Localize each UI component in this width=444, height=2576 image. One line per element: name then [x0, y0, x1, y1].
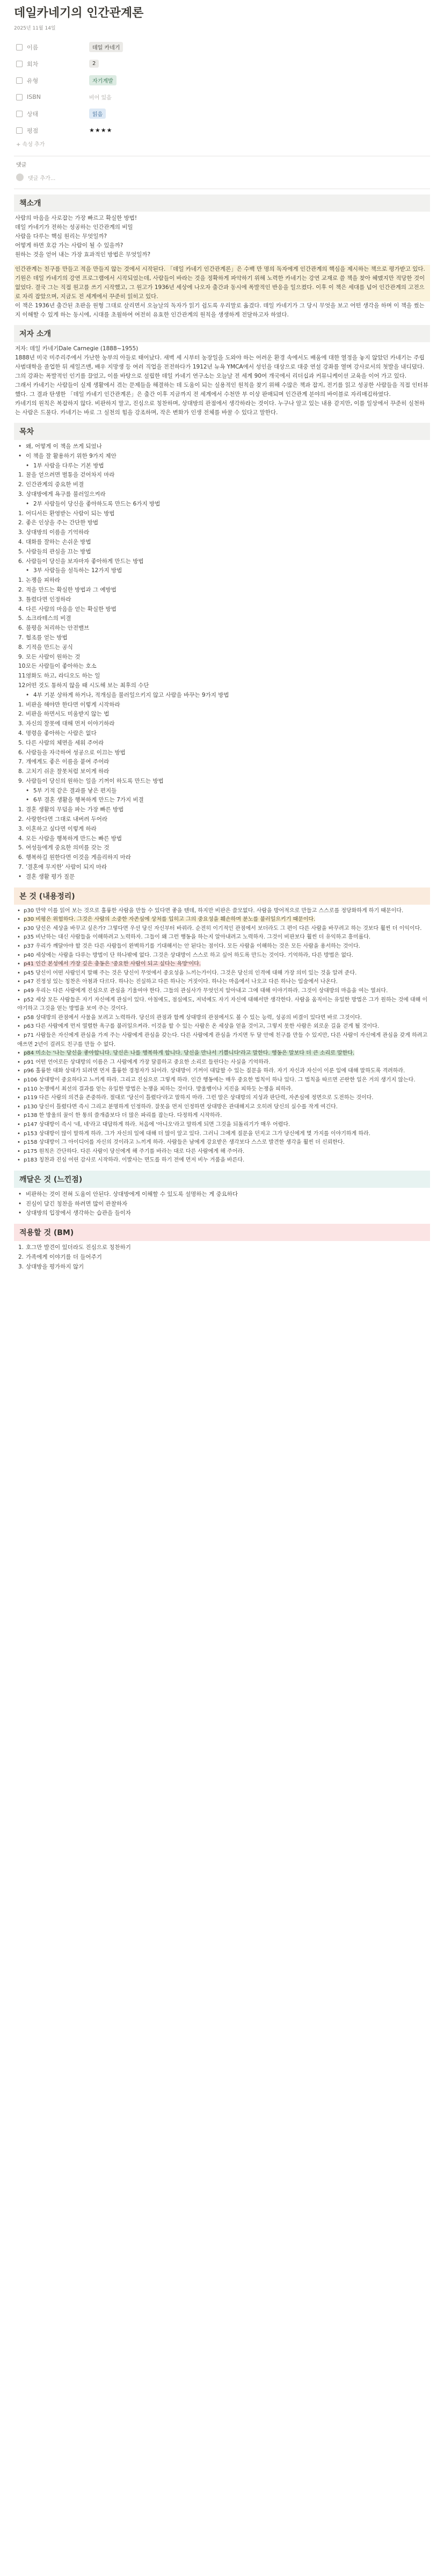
list-item: [14, 643, 430, 653]
section-heading-author: 저자 소개: [14, 325, 430, 342]
list-bullet: 8.: [18, 644, 24, 651]
list-item: [14, 834, 430, 844]
list-item: [14, 681, 430, 691]
tag-icon: [16, 77, 23, 84]
quote-item: [14, 960, 430, 969]
list-item: [14, 701, 430, 710]
property-row[interactable]: [14, 105, 430, 122]
paragraph: 이 책은 1936년 출간된 초판을 원형 그대로 살리면서 오늘날의 독자가 읽기 쉽도록 우리말로 옮겼다. 데일 카네기가 그 당시 무엇을 보고 어떤 생각을 하며 이 책을 썼는지 이해할 수 있게 하는 동시에, 시대를 초월하여 여전히 유효한 인간관계의 원칙을 생생하게 전달하고자 하였다.: [15, 302, 425, 318]
list-item: [14, 471, 430, 480]
quote-item: [14, 942, 430, 951]
quote-item: [14, 933, 430, 942]
property-label: 이름: [27, 44, 39, 51]
paragraph: 인간관계는 친구를 만들고 적을 만들지 않는 것에서 시작된다. 「데일 카네기 인간관계론」은 수백 만 명의 독자에게 인간관계의 핵심을 제시하는 책으로 평가받고 있다. 기원은 데일 카네기의 강연 프로그램에서 시작되었는데, 사람들이 바라는 것을 정확하게 파악하기 위해 노력한 카네기는 강연 교재로 쓸 책을 찾아 헤맸지만 적당한 것이 없었다. 결국 그는 직접 원고를 쓰기 시작했고, 그 원고가 1936년 세상에 나오자 출간과 동시에 폭발적인 반응을 일으켰다. 이후 이 책은 세대를 넘어 인간관계의 고전으로 자리 잡았으며, 지금도 전 세계에서 꾸준히 읽히고 있다.: [14, 265, 430, 301]
quotes-list: [14, 907, 430, 1165]
list-text: 사람들이 당신을 보자마자 좋아하게 만드는 방법: [26, 558, 144, 565]
list-text: 진심이 담긴 칭찬을 하려면 많이 관찰하자: [26, 1200, 128, 1207]
list-text: 대화를 잘하는 손쉬운 방법: [26, 538, 91, 545]
property-value[interactable]: 자기계발: [89, 75, 117, 85]
quote-bullet: •: [17, 1103, 20, 1110]
property-value[interactable]: 비어 있음: [89, 95, 112, 101]
status-icon: [16, 111, 23, 117]
quote-item: [14, 1022, 430, 1031]
author-body: [14, 344, 430, 417]
section-heading-intro: 책소개: [14, 194, 430, 212]
list-text: 사람들의 관심을 끄는 방법: [26, 548, 91, 555]
paragraph: 카네기의 원칙은 복잡하지 않다. 비판하지 말고, 진심으로 칭찬하며, 상대방의 관점에서 생각하라는 것이다. 누구나 알고 있는 내용 같지만, 이를 일상에서 꾸준히 실천하는 사람은 드물다. 카네기는 바로 그 실천의 힘을 강조하며, 작은 변화가 인생 전체를 바꿀 수 있다고 말한다.: [15, 400, 425, 416]
list-bullet: •: [18, 452, 22, 459]
quote-item: [14, 978, 430, 987]
list-bullet: 1.: [18, 577, 24, 584]
list-bullet: 5.: [18, 739, 24, 746]
list-text: 사랑한다면 그대로 내버려 두어라: [26, 816, 108, 823]
list-text: 이 책을 잘 활용하기 위한 9가지 제안: [26, 452, 117, 459]
list-bullet: •: [18, 1210, 22, 1217]
quote-item: [14, 1130, 430, 1139]
list-bullet: •: [26, 797, 30, 804]
list-text: 상대방의 입장에서 생각하는 습관을 들이자: [26, 1210, 131, 1217]
toc-list: [14, 442, 430, 882]
list-text: 5부 기적 같은 결과를 낳은 편지들: [33, 787, 117, 794]
list-bullet: •: [18, 1200, 22, 1207]
property-label: 평점: [27, 127, 39, 134]
quote-item: [14, 987, 430, 996]
list-bullet: 1.: [18, 472, 24, 479]
list-item: [14, 547, 430, 557]
list-item: [14, 528, 430, 538]
quote-text: p40 세상에는 사람을 다루는 방법이 단 하나밖에 없다. 그것은 상대방이 스스로 하고 싶어 하도록 만드는 것이다. 기억하라, 다른 방법은 없다.: [24, 952, 353, 958]
section-heading-quotes: 본 것 (내용정리): [14, 887, 430, 905]
list-bullet: 1.: [18, 510, 24, 517]
property-row[interactable]: [14, 72, 430, 89]
list-text: 좋은 인상을 주는 간단한 방법: [26, 519, 99, 526]
list-text: 가족에게 이야기를 더 들어주기: [26, 1254, 102, 1261]
list-text: 호그만 발견이 있더라도 진심으로 칭찬하기: [26, 1244, 131, 1251]
list-item: [14, 805, 430, 815]
quote-text: p45 당신이 어떤 사람인지 말해 주는 것은 당신이 무엇에서 중요성을 느끼는가이다. 그것은 당신의 인격에 대해 가장 의미 있는 것을 알려 준다.: [24, 970, 357, 976]
paragraph: 저자: 데일 카네기Dale Carnegie (1888~1955): [15, 345, 139, 352]
list-bullet: 4.: [18, 538, 24, 545]
paragraph: 사람을 다루는 핵심 원리는 무엇일까?: [15, 233, 107, 240]
list-item: [14, 595, 430, 605]
quote-text: p183 칭찬과 진심 어린 감사로 시작하라. 이발사는 면도를 하기 전에 먼저 비누 거품을 바른다.: [24, 1157, 245, 1164]
list-bullet: 3.: [18, 825, 24, 832]
list-bullet: 6.: [18, 854, 24, 861]
list-bullet: 9.: [18, 777, 24, 784]
intro-body: [14, 214, 430, 320]
list-bullet: 2.: [18, 1254, 24, 1261]
list-text: 모든 사람을 행복하게 만드는 빠른 방법: [26, 835, 122, 842]
list-item: [14, 815, 430, 825]
list-bullet: •: [26, 500, 30, 507]
list-bullet: 5.: [18, 845, 24, 852]
apply-list: [14, 1243, 430, 1272]
list-bullet: 3.: [18, 596, 24, 603]
add-property-button[interactable]: + 속성 추가: [16, 142, 45, 148]
list-item: [14, 1209, 430, 1218]
quote-text: p106 상대방이 중요하다고 느끼게 하라. 그리고 진심으로 그렇게 하라. 인간 행동에는 매우 중요한 법칙이 하나 있다. 그 법칙을 따르면 곤란한 일은 거의 생기지 않는다.: [24, 1077, 416, 1083]
list-bullet: 3.: [18, 529, 24, 536]
person-icon: [16, 44, 23, 50]
list-text: 불평을 처리하는 안전밸브: [26, 625, 90, 632]
quote-text: p96 훌륭한 대화 상대가 되려면 먼저 훌륭한 경청자가 되어라. 상대방이 기꺼이 대답할 수 있는 질문을 하라. 자기 자신과 자신이 이룬 일에 대해 말하도록 격려하라.: [24, 1068, 405, 1074]
quote-item: [14, 996, 430, 1014]
property-name: [14, 76, 89, 85]
quote-bullet: •: [17, 1059, 20, 1065]
quote-text: p175 원칙은 간단하다. 다른 사람이 당신에게 해 주기를 바라는 대로 다른 사람에게 해 주어라.: [24, 1148, 245, 1154]
list-item: [14, 1200, 430, 1209]
list-bullet: 1.: [18, 701, 24, 708]
list-bullet: •: [26, 462, 30, 469]
quote-item: [14, 1121, 430, 1130]
quote-bullet: •: [17, 925, 20, 932]
properties-panel: [14, 39, 430, 139]
quote-item: [14, 1085, 430, 1094]
quote-bullet: •: [17, 917, 20, 923]
list-text: 고치기 쉬운 잘못처럼 보이게 하라: [26, 768, 110, 775]
property-row[interactable]: [14, 122, 430, 139]
quote-bullet: •: [17, 1095, 20, 1101]
section-heading-learned: 깨달은 것 (느낀점): [14, 1171, 430, 1188]
list-item: [14, 633, 430, 643]
list-item: [14, 605, 430, 615]
quote-item: [14, 1112, 430, 1121]
property-label: 상태: [27, 110, 39, 118]
list-item: [14, 614, 430, 624]
list-item: [14, 500, 430, 509]
quote-text: p30 만약 이를 읽어 보는 것으로 훌륭한 사람을 만들 수 있다면 좋을 텐데, 하지만 비판은 쓸모없다. 사람을 방어적으로 만들고 스스로를 정당화하게 하기 때문이다.: [24, 907, 404, 914]
list-text: 3부 사람들을 설득하는 12가지 방법: [33, 567, 122, 574]
quote-text: p49 우리는 다른 사람에게 진심으로 관심을 기울여야 한다. 그들의 관심사가 무엇인지 알아내고 그에 대해 이야기하라. 그것이 상대방의 마음을 여는 열쇠다.: [24, 988, 388, 994]
quote-text: p158 상대방이 그 아이디어를 자신의 것이라고 느끼게 하라. 사람들은 남에게 강요받은 생각보다 스스로 발견한 생각을 훨씬 더 신뢰한다.: [24, 1139, 345, 1146]
list-item: [14, 672, 430, 681]
list-bullet: 3.: [18, 490, 24, 497]
list-bullet: 6.: [18, 625, 24, 632]
list-text: 다른 사람의 체면을 세워 주어라: [26, 739, 104, 746]
quote-text: p91 어떤 언어로든 상대방의 이름은 그 사람에게 가장 달콤하고 중요한 소리로 들린다는 사실을 기억하라.: [24, 1059, 271, 1065]
comments-label: 댓글: [16, 162, 27, 168]
property-row[interactable]: [14, 89, 430, 105]
list-text: 모든 사람들이 좋아하는 호소: [26, 663, 97, 670]
list-bullet: 5.: [18, 615, 24, 622]
list-text: 모든 사람이 원하는 것: [26, 653, 81, 660]
list-item: [14, 509, 430, 519]
list-bullet: 1.: [18, 1244, 24, 1251]
paragraph: 사람의 마음을 사로잡는 가장 빠르고 확실한 방법!: [15, 215, 137, 221]
page: [0, 0, 444, 1272]
quote-bullet: •: [17, 997, 20, 1003]
quote-bullet: •: [17, 979, 20, 985]
list-text: 인간관계의 중요한 비결: [26, 481, 84, 488]
list-item: [14, 691, 430, 701]
quote-bullet: •: [17, 1050, 20, 1057]
list-bullet: 1.: [18, 806, 24, 813]
quote-item: [14, 1067, 430, 1076]
property-row[interactable]: [14, 39, 430, 55]
list-item: [14, 586, 430, 595]
list-bullet: 6.: [18, 749, 24, 756]
list-text: 논쟁을 피하라: [26, 577, 61, 584]
list-item: [14, 719, 430, 729]
quote-bullet: •: [17, 934, 20, 941]
list-item: [14, 757, 430, 767]
list-bullet: 2.: [18, 816, 24, 823]
quote-item: [14, 1156, 430, 1165]
list-bullet: 5.: [18, 548, 24, 555]
property-value[interactable]: ★★★★: [89, 127, 113, 134]
list-text: 명령을 좋아하는 사람은 없다: [26, 730, 97, 737]
list-item: [14, 710, 430, 719]
list-bullet: 11.: [18, 673, 27, 680]
list-item: [14, 442, 430, 452]
list-item: [14, 1262, 430, 1272]
list-bullet: 3.: [18, 720, 24, 727]
property-value[interactable]: 읽음: [89, 109, 106, 119]
quote-text: p35 비난하는 대신 사람들을 이해하려고 노력하자. 그들이 왜 그런 행동을 하는지 알아내려고 노력하자. 그것이 비판보다 훨씬 더 유익하고 흥미롭다.: [24, 934, 371, 941]
list-text: 기적을 만드는 공식: [26, 644, 73, 651]
quote-text: p52 세상 모든 사람들은 자기 자신에게 관심이 있다. 아침에도, 점심에도, 저녁에도 자기 자신에 대해서만 생각한다. 사람을 움직이는 유일한 방법은 그가 원하는 것에 대해 이야기하고 그것을 얻는 방법을 보여 주는 것이다.: [17, 997, 428, 1012]
list-item: [14, 662, 430, 672]
star-icon: [16, 127, 23, 134]
quote-bullet: •: [17, 1014, 20, 1021]
quote-text: p130 당신이 틀렸다면 즉시 그리고 분명하게 인정하라. 잘못을 먼저 인정하면 상대방은 관대해지고 오히려 당신의 실수를 작게 여긴다.: [24, 1103, 338, 1110]
list-text: 소크라테스의 비결: [26, 615, 71, 622]
quote-item: [14, 915, 430, 925]
quote-bullet: •: [17, 1113, 20, 1119]
list-item: [14, 748, 430, 758]
list-text: 왜, 어떻게 이 책을 쓰게 되었나: [26, 443, 102, 450]
quote-text: p110 논쟁에서 최선의 결과를 얻는 유일한 방법은 논쟁을 피하는 것이다. 방울뱀이나 지진을 피하듯 논쟁을 피하라.: [24, 1086, 293, 1092]
quote-item: [14, 1103, 430, 1112]
list-bullet: 12.: [18, 682, 27, 689]
list-item: [14, 729, 430, 739]
list-item: [14, 557, 430, 567]
property-name: [14, 93, 89, 100]
list-item: [14, 624, 430, 633]
quote-text: p37 우리가 깨달아야 할 것은 다른 사람들이 완벽하기를 기대해서는 안 된다는 점이다. 모든 사람을 이해하는 것은 모든 사람을 용서하는 것이다.: [24, 943, 360, 950]
list-text: 다른 사람의 마음을 얻는 확실한 방법: [26, 605, 117, 612]
list-item: [14, 872, 430, 882]
quote-item: [14, 925, 430, 934]
quote-item: [14, 907, 430, 916]
paragraph: 1888년 미국 미주리주에서 가난한 농부의 아들로 태어났다. 새벽 세 시부터 농장일을 도와야 하는 어려운 환경 속에서도 배움에 대한 열정을 놓지 않았던 카네기는 주립 사범대학을 졸업한 뒤 세일즈맨, 배우 지망생 등 여러 직업을 전전하다가 1912년 뉴욕 YMCA에서 성인을 대상으로 대중 연설 강좌를 열며 강사로서의 첫발을 내디뎠다. 그의 강좌는 폭발적인 인기를 끌었고, 이를 바탕으로 설립한 데일 카네기 연구소는 오늘날 전 세계 90여 개국에서 리더십과 커뮤니케이션 교육을 이어 가고 있다.: [15, 355, 425, 379]
list-item: [14, 1190, 430, 1200]
list-bullet: 7.: [18, 864, 24, 871]
list-text: 적을 만드는 확실한 방법과 그 예방법: [26, 586, 117, 593]
list-bullet: 2.: [18, 481, 24, 488]
quote-item: [14, 1058, 430, 1067]
list-item: [14, 461, 430, 471]
property-row[interactable]: [14, 55, 430, 72]
quote-text: p58 상대방의 관점에서 사물을 보려고 노력하라. 당신의 관점과 함께 상대방의 관점에서도 볼 수 있는 능력, 성공의 비결이 있다면 바로 그것이다.: [24, 1014, 362, 1021]
quote-text: p41 인간 본성에서 가장 깊은 충동은 '중요한 사람이 되고 싶다는 욕망'이다.: [24, 961, 201, 968]
list-item: [14, 576, 430, 586]
list-bullet: 7.: [18, 759, 24, 766]
list-bullet: •: [18, 443, 22, 450]
list-text: 꿀을 얻으려면 벌통을 걷어차지 마라: [26, 472, 115, 479]
list-bullet: 4.: [18, 835, 24, 842]
quote-item: [14, 1049, 430, 1058]
list-bullet: 2.: [18, 711, 24, 718]
list-item: [14, 796, 430, 805]
list-text: 이혼하고 싶다면 이렇게 하라: [26, 825, 97, 832]
quote-text: p138 한 방울의 꿀이 한 통의 쓸개즙보다 더 많은 파리를 잡는다. 다정하게 시작하라.: [24, 1113, 222, 1119]
quote-bullet: •: [17, 1121, 20, 1128]
list-item: [14, 863, 430, 872]
quote-bullet: •: [17, 1157, 20, 1164]
list-item: [14, 1243, 430, 1253]
section-heading-toc: 목차: [14, 423, 430, 440]
quote-bullet: •: [17, 952, 20, 958]
list-text: 사람들을 자극하여 성공으로 이끄는 방법: [26, 749, 126, 756]
quote-item: [14, 1014, 430, 1023]
quote-item: [14, 1148, 430, 1157]
comment-input[interactable]: [14, 170, 430, 184]
list-bullet: 9.: [18, 653, 24, 660]
section-heading-apply: 적용할 것 (BM): [14, 1224, 430, 1241]
property-value[interactable]: 데일 카네기: [89, 42, 123, 52]
quote-bullet: •: [17, 1130, 20, 1137]
paragraph: 데일 카네기가 전하는 성공하는 인간관계의 비밀: [15, 224, 133, 230]
list-text: 비판을 해야만 한다면 이렇게 시작하라: [26, 701, 120, 708]
list-text: 결혼 생활의 무덤을 파는 가장 빠른 방법: [26, 806, 124, 813]
quote-bullet: •: [17, 907, 20, 914]
quote-item: [14, 1031, 430, 1049]
list-item: [14, 777, 430, 786]
list-item: [14, 786, 430, 796]
quote-text: p30 비평은 위험하다. 그것은 사람의 소중한 자존심에 상처를 입히고 그의 중요성을 훼손하며 분노를 불러일으키기 때문이다.: [24, 917, 316, 923]
list-text: 4부 기분 상하게 하거나, 적개심을 불러일으키지 않고 사람을 바꾸는 9가지 방법: [33, 691, 229, 698]
quote-text: p63 다른 사람에게 먼저 열렬한 욕구를 불러일으켜라. 이것을 할 수 있는 사람은 온 세상을 얻을 것이고, 그렇지 못한 사람은 외로운 길을 걷게 될 것이다.: [24, 1023, 379, 1030]
list-text: 행복하길 원한다면 이것을 게을리하지 마라: [26, 854, 131, 861]
list-item: [14, 653, 430, 662]
property-name: [14, 126, 89, 135]
list-text: 결혼 생활 평가 질문: [26, 873, 75, 880]
quote-item: [14, 969, 430, 978]
list-bullet: 2.: [18, 519, 24, 526]
barcode-icon: [16, 94, 23, 100]
quote-bullet: •: [17, 1068, 20, 1074]
list-bullet: 4.: [18, 605, 24, 612]
list-item: [14, 452, 430, 461]
list-text: 비판을 하면서도 미움받지 않는 법: [26, 711, 110, 718]
list-text: 사람들이 당신의 원하는 일을 기꺼이 하도록 만드는 방법: [26, 777, 164, 784]
property-name: [14, 60, 89, 68]
list-text: 어떤 것도 통하지 않을 때 시도해 보는 최후의 수단: [26, 682, 149, 689]
quote-bullet: •: [17, 1139, 20, 1146]
list-bullet: 3.: [18, 1263, 24, 1270]
property-label: ISBN: [27, 93, 41, 100]
list-text: 6부 결혼 생활을 행복하게 만드는 7가지 비결: [33, 797, 144, 804]
avatar: [16, 174, 24, 181]
list-text: 상대방에게 욕구를 불러일으켜라: [26, 490, 106, 497]
property-value[interactable]: 2: [89, 60, 99, 68]
quote-text: p71 사람들은 자신에게 관심을 가져 주는 사람에게 관심을 갖는다. 다른 사람에게 관심을 가지면 두 달 안에 친구를 만들 수 있지만, 다른 사람이 자신에게 관심을 갖게 하려고 애쓰면 2년이 걸려도 친구를 만들 수 없다.: [17, 1032, 428, 1048]
quote-bullet: •: [17, 988, 20, 994]
list-bullet: 10.: [18, 663, 27, 670]
comment-placeholder: 댓글 추가...: [28, 175, 56, 182]
quote-item: [14, 1076, 430, 1085]
list-text: 여성들에게 중요한 의미를 갖는 것: [26, 845, 110, 852]
list-text: '결혼에 무지한' 사람이 되지 마라: [26, 864, 107, 871]
list-text: 협조를 얻는 방법: [26, 634, 68, 641]
quote-text: p147 상대방이 즉시 '네, 네'라고 대답하게 하라. 처음에 '아니오'라고 말하게 되면 그것을 되돌리기가 매우 어렵다.: [24, 1121, 290, 1128]
list-item: [14, 538, 430, 547]
list-text: 1부 사람을 다루는 기본 방법: [33, 462, 104, 469]
list-text: 자신의 잘못에 대해 먼저 이야기하라: [26, 720, 115, 727]
quote-item: [14, 1138, 430, 1148]
list-text: 비판하는 것이 전혀 도움이 안된다. 상대방에게 이해할 수 있도록 설명하는 게 중요하다: [26, 1190, 238, 1197]
paragraph: 원하는 것을 얻어 내는 가장 효과적인 방법은 무엇일까?: [15, 251, 151, 258]
list-bullet: •: [18, 873, 22, 880]
quote-bullet: •: [17, 1032, 20, 1038]
learned-list: [14, 1190, 430, 1218]
quote-bullet: •: [17, 970, 20, 976]
list-text: 영화도 하고, 라디오도 하는 일: [26, 673, 100, 680]
quote-text: p153 상대방이 많이 말하게 하라. 그가 자신의 일에 대해 더 많이 알고 있다. 그러니 그에게 질문을 던지고 그가 당신에게 몇 가지를 이야기하게 하라.: [24, 1130, 370, 1137]
quote-text: p30 당신은 세상을 바꾸고 싶은가? 그렇다면 우선 당신 자신부터 바꿔라. 순전히 이기적인 관점에서 보더라도 그 편이 다른 사람을 바꾸려고 하는 것보다 훨씬 더 이익이다.: [24, 925, 422, 932]
list-text: 틀렸다면 인정하라: [26, 596, 71, 603]
list-bullet: 2.: [18, 586, 24, 593]
list-bullet: •: [26, 787, 30, 794]
list-text: 상대방의 이름을 기억하라: [26, 529, 90, 536]
created-date: 2025년 11월 14일: [14, 26, 56, 31]
list-text: 어디서든 환영받는 사람이 되는 방법: [26, 510, 115, 517]
list-bullet: •: [26, 691, 30, 698]
quote-item: [14, 951, 430, 961]
list-bullet: 8.: [18, 768, 24, 775]
list-bullet: 7.: [18, 634, 24, 641]
list-item: [14, 767, 430, 777]
list-item: [14, 1253, 430, 1262]
list-text: 상대방을 평가하지 않기: [26, 1263, 84, 1270]
list-item: [14, 843, 430, 853]
list-item: [14, 490, 430, 500]
quote-bullet: •: [17, 1023, 20, 1030]
paragraph: 어떻게 하면 호감 가는 사람이 될 수 있을까?: [15, 242, 123, 249]
list-item: [14, 825, 430, 834]
property-label: 회차: [27, 60, 39, 68]
quote-bullet: •: [17, 1077, 20, 1083]
list-item: [14, 518, 430, 528]
quote-text: p47 진정성 있는 칭찬은 아첨과 다르다. 하나는 진실하고 다른 하나는 거짓이다. 하나는 마음에서 나오고 다른 하나는 입술에서 나온다.: [24, 979, 338, 985]
quote-bullet: •: [17, 1086, 20, 1092]
list-item: [14, 853, 430, 863]
property-name: [14, 43, 89, 52]
list-text: 개에게도 좋은 이름을 붙여 주어라: [26, 759, 110, 766]
page-title: 데일카네기의 인간관계론: [14, 6, 144, 20]
paragraph: 그래서 카네기는 사람들이 실제 생활에서 겪는 문제들을 해결하는 데 도움이 되는 실용적인 원칙을 찾기 위해 수많은 책과 잡지, 전기를 읽고 성공한 사람들을 직접 인터뷰했다. 그 결과 탄생한 「데일 카네기 인간관계론」은 출간 이후 지금까지 전 세계에서 수천만 부 이상 판매되며 인간관계 분야의 바이블로 자리매김하였다.: [15, 382, 428, 398]
quote-bullet: •: [17, 1148, 20, 1154]
list-item: [14, 566, 430, 576]
list-bullet: •: [18, 1190, 22, 1197]
quote-bullet: •: [17, 961, 20, 968]
property-label: 유형: [27, 77, 39, 84]
list-bullet: 6.: [18, 558, 24, 565]
quote-text: p119 다른 사람의 의견을 존중하라. 절대로 '당신이 틀렸다'라고 말하지 마라. 그런 말은 상대방의 지성과 판단력, 자존심에 정면으로 도전하는 것이다.: [24, 1095, 374, 1101]
quote-text: p84 미소는 '나는 당신을 좋아합니다. 당신은 나를 행복하게 합니다. 당신을 만나서 기쁩니다'라고 말한다. 행동은 말보다 더 큰 소리로 말한다.: [24, 1050, 355, 1057]
quote-bullet: •: [17, 943, 20, 950]
list-item: [14, 739, 430, 748]
number-icon: [16, 61, 23, 67]
list-text: 2부 사람들이 당신을 좋아하도록 만드는 6가지 방법: [33, 500, 161, 507]
list-item: [14, 480, 430, 490]
quote-item: [14, 1094, 430, 1103]
list-bullet: 4.: [18, 730, 24, 737]
property-name: [14, 110, 89, 118]
list-bullet: •: [26, 567, 30, 574]
